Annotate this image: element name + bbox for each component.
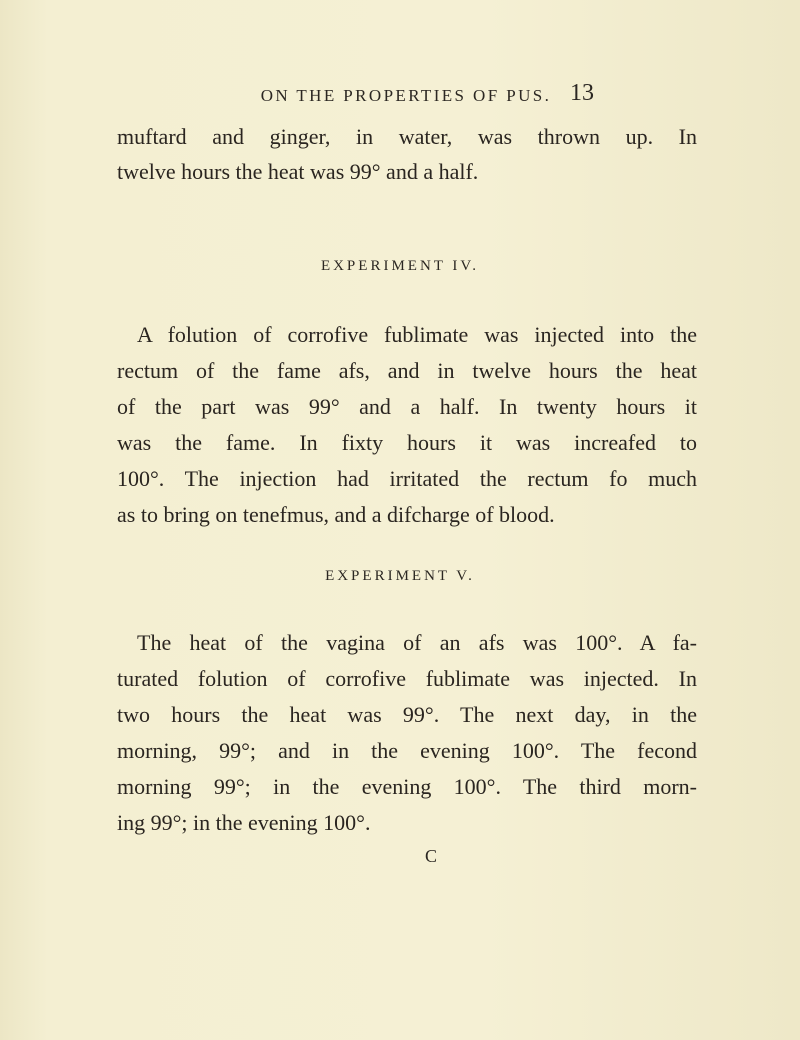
signature-mark: C — [425, 846, 438, 866]
text-line: 100°. The injection had irritated the rectum fo much — [117, 466, 697, 491]
text-line: two hours the heat was 99°. The next day, in the — [117, 702, 697, 727]
text-line: turated folution of corrofive fublimate was injected. In — [117, 666, 697, 691]
text-line: was the fame. In fixty hours it was increafed to — [117, 430, 697, 455]
text-line: The heat of the vagina of an afs was 100°. A fa- — [137, 630, 697, 655]
running-head: ON THE PROPERTIES OF PUS. — [260, 86, 552, 105]
text-line: as to bring on tenefmus, and a difcharge of blood. — [117, 502, 555, 527]
text-line: rectum of the fame afs, and in twelve hours the heat — [117, 358, 697, 383]
text-line: twelve hours the heat was 99° and a half. — [117, 159, 479, 184]
text-line: of the part was 99° and a half. In twenty hours it — [117, 394, 697, 419]
text-line: A folution of corrofive fublimate was injected into the — [137, 322, 697, 347]
text-line: morning 99°; in the evening 100°. The third morn- — [117, 774, 697, 799]
text-line: ing 99°; in the evening 100°. — [117, 810, 371, 835]
section-heading-experiment-iv: EXPERIMENT IV. — [320, 258, 480, 274]
page-number: 13 — [570, 80, 594, 106]
text-line: muftard and ginger, in water, was thrown up. In — [117, 124, 697, 149]
section-heading-experiment-v: EXPERIMENT V. — [325, 568, 475, 584]
text-line: morning, 99°; and in the evening 100°. The fecond — [117, 738, 697, 763]
